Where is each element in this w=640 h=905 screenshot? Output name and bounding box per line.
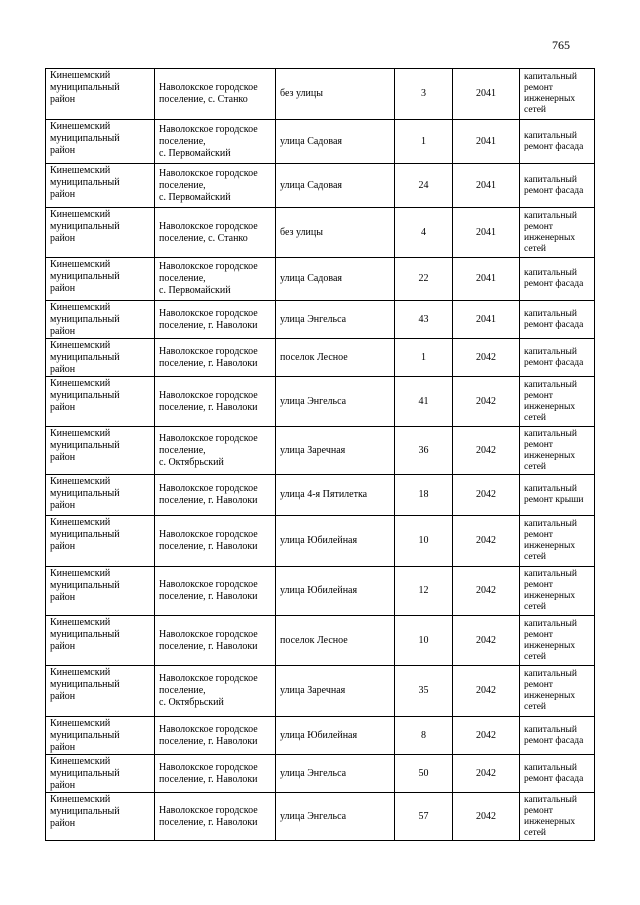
district-cell: Кинешемский муниципальный район (46, 793, 155, 841)
street-cell: улица Садовая (276, 120, 395, 164)
settlement-cell: Наволокское городское поселение, г. Наволоки (155, 339, 276, 377)
settlement-cell: Наволокское городское поселение, г. Наволоки (155, 301, 276, 339)
district-cell: Кинешемский муниципальный район (46, 164, 155, 208)
table-row (46, 339, 595, 377)
year-cell: 2042 (453, 567, 520, 616)
house-number-cell: 24 (395, 164, 453, 208)
year-cell: 2041 (453, 258, 520, 301)
street-cell: поселок Лесное (276, 339, 395, 377)
district-cell: Кинешемский муниципальный район (46, 427, 155, 475)
street-cell: поселок Лесное (276, 616, 395, 666)
table-row (46, 616, 595, 666)
year-cell: 2042 (453, 377, 520, 427)
page-number: 765 (552, 38, 570, 52)
district-cell: Кинешемский муниципальный район (46, 377, 155, 427)
table-row (46, 717, 595, 755)
district-cell: Кинешемский муниципальный район (46, 616, 155, 666)
street-cell: улица Юбилейная (276, 717, 395, 755)
street-cell: улица Энгельса (276, 793, 395, 841)
table-row (46, 120, 595, 164)
settlement-cell: Наволокское городское поселение, г. Наволоки (155, 516, 276, 567)
district-cell: Кинешемский муниципальный район (46, 666, 155, 717)
district-cell: Кинешемский муниципальный район (46, 120, 155, 164)
street-cell: улица Энгельса (276, 377, 395, 427)
house-number-cell: 35 (395, 666, 453, 717)
year-cell: 2042 (453, 516, 520, 567)
year-cell: 2042 (453, 755, 520, 793)
year-cell: 2042 (453, 475, 520, 516)
work-type-cell: капитальный ремонт инженерных сетей (520, 666, 595, 717)
work-type-cell: капитальный ремонт фасада (520, 258, 595, 301)
settlement-cell: Наволокское городское поселение, с. Первомайский (155, 120, 276, 164)
settlement-cell: Наволокское городское поселение, с. Станко (155, 208, 276, 258)
work-type-cell: капитальный ремонт фасада (520, 339, 595, 377)
street-cell: улица Энгельса (276, 301, 395, 339)
house-number-cell: 50 (395, 755, 453, 793)
table-row (46, 755, 595, 793)
work-type-cell: капитальный ремонт инженерных сетей (520, 616, 595, 666)
house-number-cell: 10 (395, 516, 453, 567)
street-cell: без улицы (276, 208, 395, 258)
settlement-cell: Наволокское городское поселение, с. Октябрьский (155, 666, 276, 717)
settlement-cell: Наволокское городское поселение, с. Первомайский (155, 164, 276, 208)
work-type-cell: капитальный ремонт фасада (520, 301, 595, 339)
street-cell: улица Юбилейная (276, 567, 395, 616)
house-number-cell: 10 (395, 616, 453, 666)
house-number-cell: 4 (395, 208, 453, 258)
district-cell: Кинешемский муниципальный район (46, 717, 155, 755)
district-cell: Кинешемский муниципальный район (46, 339, 155, 377)
house-number-cell: 57 (395, 793, 453, 841)
street-cell: улица 4-я Пятилетка (276, 475, 395, 516)
year-cell: 2042 (453, 339, 520, 377)
house-number-cell: 12 (395, 567, 453, 616)
work-type-cell: капитальный ремонт инженерных сетей (520, 377, 595, 427)
repair-schedule-table (45, 68, 595, 841)
work-type-cell: капитальный ремонт инженерных сетей (520, 427, 595, 475)
table-row (46, 258, 595, 301)
settlement-cell: Наволокское городское поселение, г. Наволоки (155, 717, 276, 755)
year-cell: 2041 (453, 208, 520, 258)
year-cell: 2042 (453, 427, 520, 475)
house-number-cell: 18 (395, 475, 453, 516)
district-cell: Кинешемский муниципальный район (46, 516, 155, 567)
street-cell: улица Заречная (276, 427, 395, 475)
table-row (46, 208, 595, 258)
district-cell: Кинешемский муниципальный район (46, 208, 155, 258)
street-cell: улица Садовая (276, 258, 395, 301)
settlement-cell: Наволокское городское поселение, г. Наволоки (155, 793, 276, 841)
table-row (46, 301, 595, 339)
work-type-cell: капитальный ремонт крыши (520, 475, 595, 516)
house-number-cell: 36 (395, 427, 453, 475)
settlement-cell: Наволокское городское поселение, с. Первомайский (155, 258, 276, 301)
work-type-cell: капитальный ремонт инженерных сетей (520, 516, 595, 567)
year-cell: 2041 (453, 69, 520, 120)
district-cell: Кинешемский муниципальный район (46, 258, 155, 301)
year-cell: 2042 (453, 666, 520, 717)
year-cell: 2041 (453, 164, 520, 208)
district-cell: Кинешемский муниципальный район (46, 475, 155, 516)
table-row (46, 164, 595, 208)
table-row (46, 427, 595, 475)
settlement-cell: Наволокское городское поселение, г. Наволоки (155, 567, 276, 616)
settlement-cell: Наволокское городское поселение, с. Станко (155, 69, 276, 120)
work-type-cell: капитальный ремонт фасада (520, 164, 595, 208)
street-cell: улица Энгельса (276, 755, 395, 793)
house-number-cell: 43 (395, 301, 453, 339)
table-row (46, 516, 595, 567)
house-number-cell: 1 (395, 339, 453, 377)
settlement-cell: Наволокское городское поселение, с. Октябрьский (155, 427, 276, 475)
settlement-cell: Наволокское городское поселение, г. Наволоки (155, 616, 276, 666)
street-cell: улица Юбилейная (276, 516, 395, 567)
table-row (46, 377, 595, 427)
district-cell: Кинешемский муниципальный район (46, 301, 155, 339)
house-number-cell: 22 (395, 258, 453, 301)
year-cell: 2042 (453, 793, 520, 841)
year-cell: 2041 (453, 120, 520, 164)
work-type-cell: капитальный ремонт инженерных сетей (520, 208, 595, 258)
work-type-cell: капитальный ремонт фасада (520, 120, 595, 164)
table-row (46, 69, 595, 120)
house-number-cell: 8 (395, 717, 453, 755)
table-row (46, 475, 595, 516)
district-cell: Кинешемский муниципальный район (46, 69, 155, 120)
street-cell: без улицы (276, 69, 395, 120)
settlement-cell: Наволокское городское поселение, г. Наволоки (155, 377, 276, 427)
street-cell: улица Заречная (276, 666, 395, 717)
house-number-cell: 1 (395, 120, 453, 164)
year-cell: 2042 (453, 717, 520, 755)
work-type-cell: капитальный ремонт фасада (520, 755, 595, 793)
work-type-cell: капитальный ремонт инженерных сетей (520, 69, 595, 120)
settlement-cell: Наволокское городское поселение, г. Наволоки (155, 475, 276, 516)
house-number-cell: 41 (395, 377, 453, 427)
work-type-cell: капитальный ремонт инженерных сетей (520, 793, 595, 841)
table-row (46, 666, 595, 717)
district-cell: Кинешемский муниципальный район (46, 755, 155, 793)
table-row (46, 793, 595, 841)
house-number-cell: 3 (395, 69, 453, 120)
settlement-cell: Наволокское городское поселение, г. Наволоки (155, 755, 276, 793)
year-cell: 2041 (453, 301, 520, 339)
year-cell: 2042 (453, 616, 520, 666)
work-type-cell: капитальный ремонт фасада (520, 717, 595, 755)
table-row (46, 567, 595, 616)
work-type-cell: капитальный ремонт инженерных сетей (520, 567, 595, 616)
street-cell: улица Садовая (276, 164, 395, 208)
district-cell: Кинешемский муниципальный район (46, 567, 155, 616)
